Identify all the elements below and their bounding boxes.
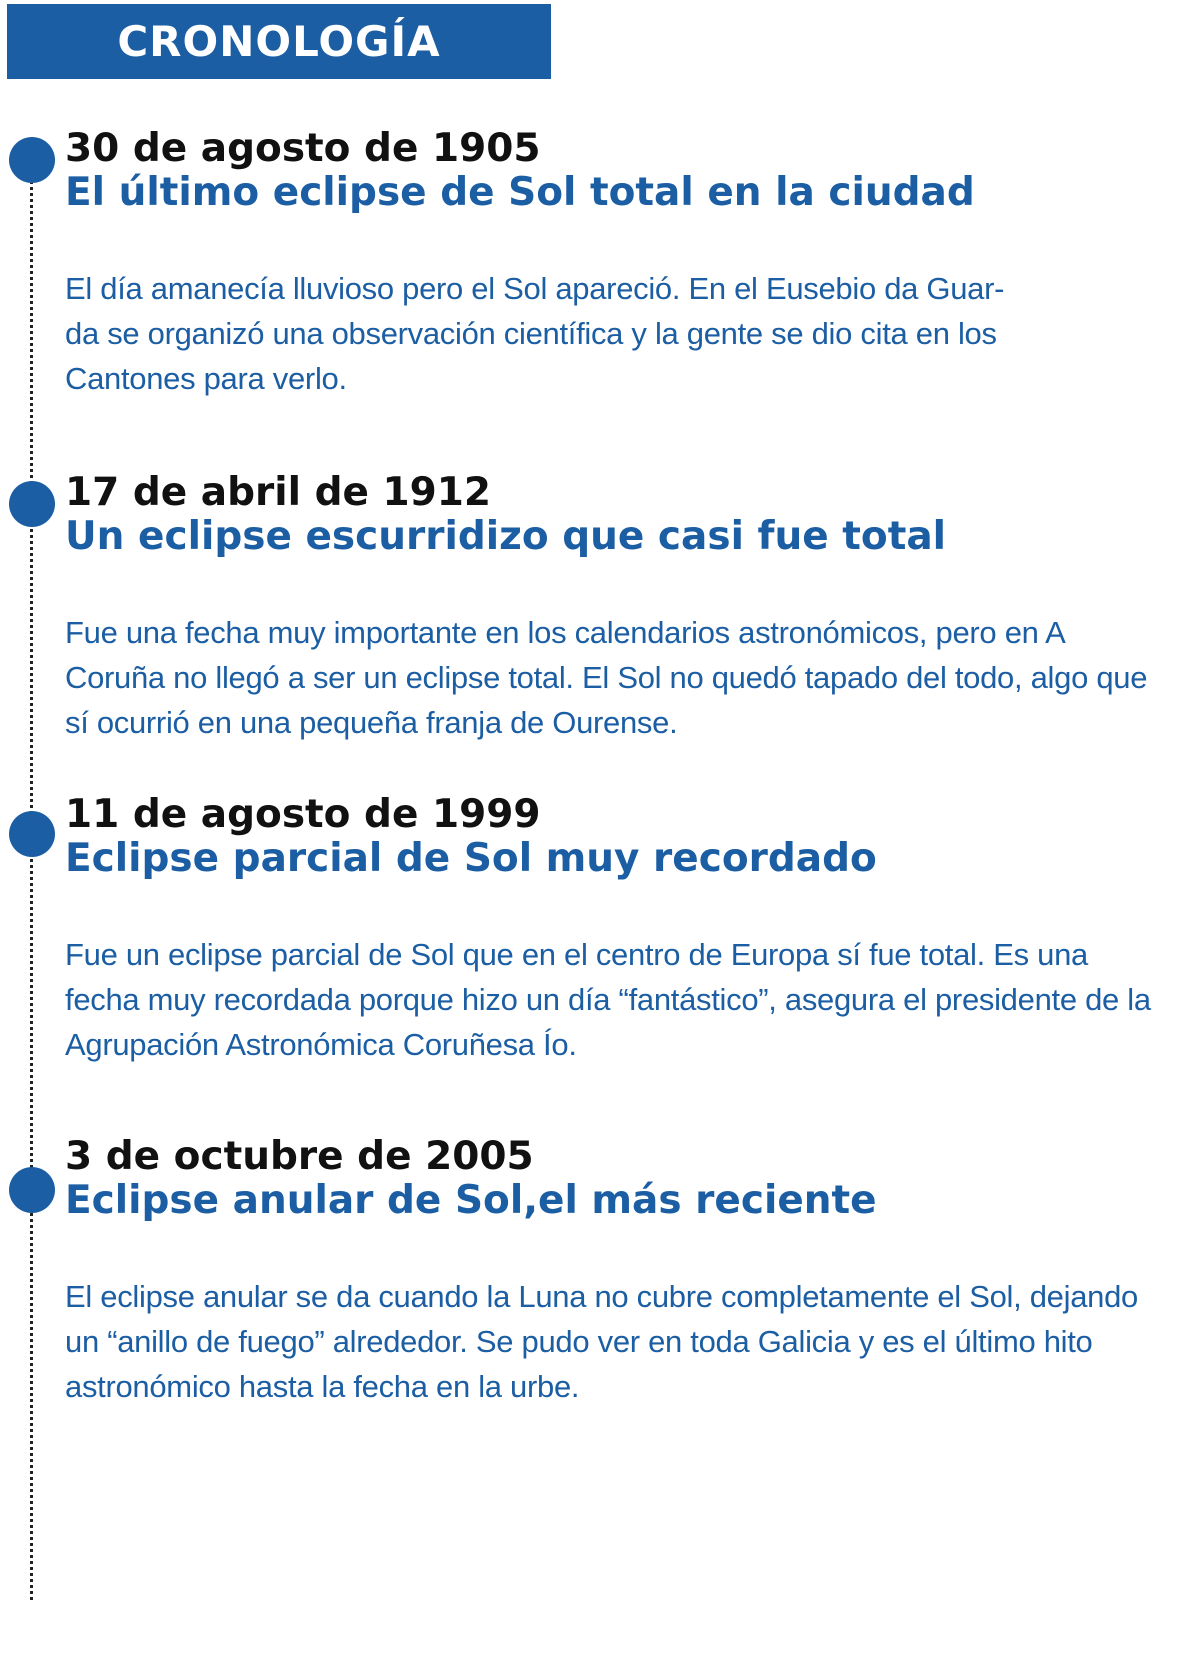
timeline-dot-icon — [9, 811, 55, 857]
timeline-dotted-line — [30, 175, 33, 1600]
event-description-line: El eclipse anular se da cuando la Luna no cubre completamente el Sol, dejando — [65, 1279, 1138, 1314]
timeline-dot-icon — [9, 1167, 55, 1213]
event-description-line: fecha muy recordada porque hizo un día “fantástico”, asegura el presidente de la — [65, 982, 1151, 1017]
event-headline: Un eclipse escurridizo que casi fue total — [65, 514, 947, 559]
event-headline: Eclipse parcial de Sol muy recordado — [65, 836, 877, 881]
event-date: 3 de octubre de 2005 — [65, 1134, 534, 1179]
page-title: CRONOLOGÍA — [117, 16, 441, 66]
event-description — [65, 1274, 1190, 1409]
event-date: 30 de agosto de 1905 — [65, 126, 541, 171]
event-description-line: da se organizó una observación científica y la gente se dio cita en los — [65, 316, 997, 351]
event-description-line: un “anillo de fuego” alrededor. Se pudo ver en toda Galicia y es el último hito — [65, 1324, 1093, 1359]
event-description-line: Cantones para verlo. — [65, 361, 347, 396]
event-description — [65, 610, 1190, 745]
event-date: 11 de agosto de 1999 — [65, 792, 541, 837]
event-description — [65, 266, 1190, 401]
event-description-line: Agrupación Astronómica Coruñesa Ío. — [65, 1027, 577, 1062]
event-description-line: El día amanecía lluvioso pero el Sol apareció. En el Eusebio da Guar- — [65, 271, 1005, 306]
event-date: 17 de abril de 1912 — [65, 470, 492, 515]
event-headline: Eclipse anular de Sol,el más reciente — [65, 1178, 877, 1223]
timeline-dot-icon — [9, 137, 55, 183]
event-description-line: Fue un eclipse parcial de Sol que en el centro de Europa sí fue total. Es una — [65, 937, 1088, 972]
event-description-line: Coruña no llegó a ser un eclipse total. El Sol no quedó tapado del todo, algo que — [65, 660, 1148, 695]
event-description — [65, 932, 1190, 1067]
event-headline: El último eclipse de Sol total en la ciudad — [65, 170, 975, 215]
timeline-dot-icon — [9, 481, 55, 527]
event-description-line: astronómico hasta la fecha en la urbe. — [65, 1369, 580, 1404]
event-description-line: sí ocurrió en una pequeña franja de Ourense. — [65, 705, 678, 740]
event-description-line: Fue una fecha muy importante en los calendarios astronómicos, pero en A — [65, 615, 1066, 650]
section-header — [7, 4, 551, 79]
